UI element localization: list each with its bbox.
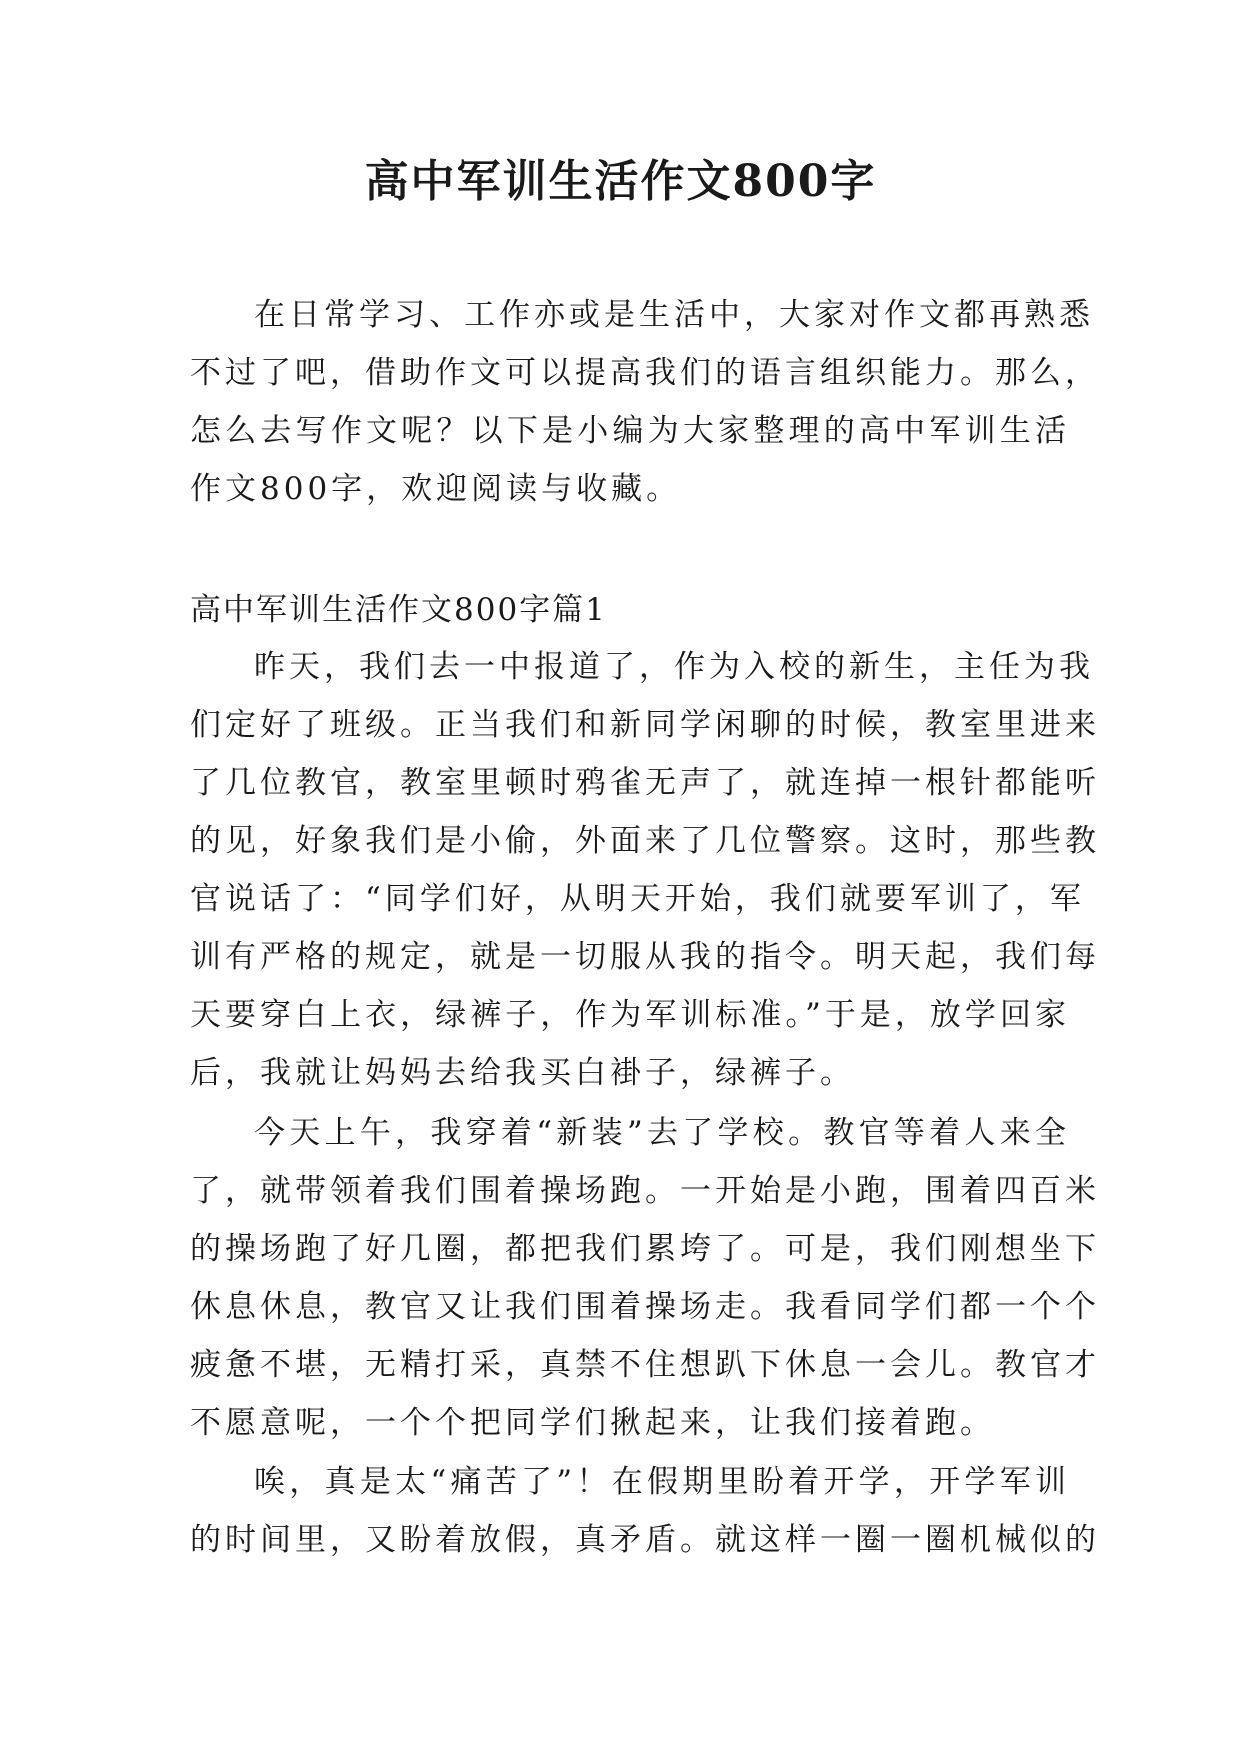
- paragraph-line: 后，我就让妈妈去给我买白褂子，绿裤子。: [190, 1055, 855, 1091]
- intro-line: 不过了吧，借助作文可以提高我们的语言组织能力。那么，: [190, 355, 1100, 391]
- intro-line: 作文800字，欢迎阅读与收藏。: [190, 471, 682, 507]
- paragraph-line: 疲惫不堪，无精打采，真禁不住想趴下休息一会儿。教官才: [190, 1347, 1100, 1383]
- paragraph-line: 训有严格的规定，就是一切服从我的指令。明天起，我们每: [190, 939, 1100, 975]
- paragraph-line: 不愿意呢，一个个把同学们揪起来，让我们接着跑。: [190, 1405, 995, 1441]
- paragraph-2: [190, 1104, 1100, 1452]
- paragraph-line: 了几位教官，教室里顿时鸦雀无声了，就连掉一根针都能听: [190, 765, 1100, 801]
- paragraph-line: 唉，真是太“痛苦了”！在假期里盼着开学，开学军训: [254, 1464, 1070, 1500]
- paragraph-line: 官说话了：“同学们好，从明天开始，我们就要军训了，军: [190, 881, 1085, 917]
- paragraph-line: 天要穿白上衣，绿裤子，作为军训标准。”于是，放学回家: [190, 997, 1070, 1033]
- paragraph-line: 昨天，我们去一中报道了，作为入校的新生，主任为我: [254, 649, 1094, 685]
- section-heading: 高中军训生活作文800字篇1: [190, 592, 607, 628]
- document-title: 高中军训生活作文800字: [364, 156, 877, 207]
- intro-line: 怎么去写作文呢？以下是小编为大家整理的高中军训生活: [190, 413, 1070, 449]
- paragraph-line: 的时间里，又盼着放假，真矛盾。就这样一圈一圈机械似的: [190, 1522, 1100, 1558]
- intro-line: 在日常学习、工作亦或是生活中，大家对作文都再熟悉: [254, 297, 1094, 333]
- paragraph-line: 的操场跑了好几圈，都把我们累垮了。可是，我们刚想坐下: [190, 1231, 1100, 1267]
- paragraph-1: [190, 638, 1100, 1102]
- intro-paragraph: [190, 286, 1100, 518]
- paragraph-line: 今天上午，我穿着“新装”去了学校。教官等着人来全: [254, 1115, 1070, 1151]
- paragraph-line: 的见，好象我们是小偷，外面来了几位警察。这时，那些教: [190, 823, 1100, 859]
- paragraph-line: 休息休息，教官又让我们围着操场走。我看同学们都一个个: [190, 1289, 1100, 1325]
- paragraph-3: [190, 1453, 1100, 1569]
- paragraph-line: 了，就带领着我们围着操场跑。一开始是小跑，围着四百米: [190, 1173, 1100, 1209]
- paragraph-line: 们定好了班级。正当我们和新同学闲聊的时候，教室里进来: [190, 707, 1100, 743]
